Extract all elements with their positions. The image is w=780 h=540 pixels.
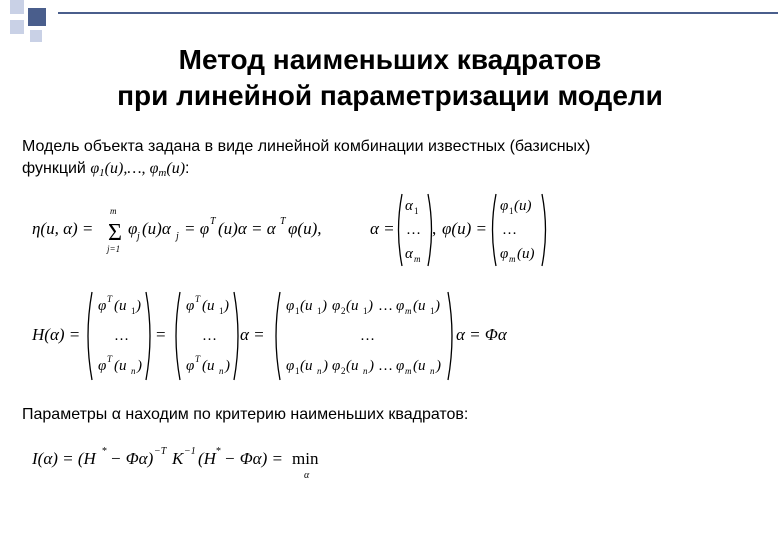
phi-arg-1: (u),…, bbox=[104, 160, 150, 177]
svg-text:m: m bbox=[509, 254, 516, 264]
title-line-2: при линейной параметризации модели bbox=[117, 80, 663, 111]
decor-square-1 bbox=[10, 0, 24, 14]
svg-text:2: 2 bbox=[341, 306, 346, 316]
svg-text:α: α bbox=[304, 470, 310, 481]
intro-colon: : bbox=[185, 160, 190, 177]
svg-text:): ) bbox=[436, 358, 441, 374]
svg-text:): ) bbox=[323, 358, 328, 374]
svg-text:1: 1 bbox=[509, 206, 514, 216]
svg-text:1: 1 bbox=[430, 306, 435, 316]
svg-text:): ) bbox=[225, 358, 230, 374]
svg-text:(u: (u bbox=[202, 298, 215, 314]
phi-arg-m: (u) bbox=[166, 160, 186, 177]
svg-text:(u: (u bbox=[114, 298, 127, 314]
svg-text:1: 1 bbox=[363, 306, 368, 316]
svg-text:α =: α = bbox=[240, 325, 265, 344]
formula-criterion bbox=[30, 440, 550, 490]
svg-text:m: m bbox=[414, 254, 421, 264]
svg-text:m: m bbox=[405, 306, 412, 316]
svg-text:(u: (u bbox=[413, 298, 426, 314]
svg-text:α =: α = bbox=[370, 219, 395, 238]
svg-text:): ) bbox=[369, 358, 374, 374]
svg-text:(u: (u bbox=[346, 298, 359, 314]
svg-text:n: n bbox=[430, 366, 435, 376]
decor-square-2 bbox=[28, 8, 46, 26]
svg-text:φ(u),: φ(u), bbox=[288, 219, 322, 238]
svg-text:(u: (u bbox=[300, 358, 313, 374]
svg-text:…: … bbox=[502, 222, 517, 238]
svg-text:…: … bbox=[360, 328, 375, 344]
svg-text:(u)α = α: (u)α = α bbox=[218, 219, 276, 238]
svg-text:φ: φ bbox=[396, 358, 405, 374]
decor-rule bbox=[58, 12, 778, 14]
intro-line-2-prefix: функций bbox=[22, 160, 91, 177]
svg-text:φ: φ bbox=[186, 358, 195, 374]
svg-text:T: T bbox=[280, 216, 286, 227]
svg-text:): ) bbox=[137, 358, 142, 374]
svg-text:η(u, α) =: η(u, α) = bbox=[32, 219, 94, 238]
svg-text:*: * bbox=[102, 446, 107, 457]
svg-text:n: n bbox=[317, 366, 322, 376]
svg-text:…: … bbox=[114, 328, 129, 344]
svg-text:H(α) =: H(α) = bbox=[32, 325, 81, 344]
svg-text:…: … bbox=[378, 298, 393, 314]
svg-text:−1: −1 bbox=[184, 446, 196, 457]
svg-text:φ: φ bbox=[286, 298, 295, 314]
svg-text:(u: (u bbox=[202, 358, 215, 374]
svg-text:T: T bbox=[107, 354, 113, 364]
svg-text:): ) bbox=[368, 298, 373, 314]
svg-text:K: K bbox=[172, 449, 184, 468]
svg-text:(u): (u) bbox=[514, 198, 532, 214]
svg-text:(u: (u bbox=[300, 298, 313, 314]
svg-text:= φ: = φ bbox=[184, 219, 210, 238]
svg-text:(u: (u bbox=[114, 358, 127, 374]
svg-text:1: 1 bbox=[295, 366, 300, 376]
svg-text:min: min bbox=[292, 449, 319, 468]
svg-text:j: j bbox=[176, 231, 179, 242]
svg-text:j: j bbox=[137, 231, 140, 242]
svg-text:(u)α: (u)α bbox=[142, 219, 171, 238]
svg-text:φ: φ bbox=[98, 358, 107, 374]
svg-text:α: α bbox=[405, 246, 413, 262]
svg-text:φ: φ bbox=[500, 246, 509, 262]
svg-text:): ) bbox=[224, 298, 229, 314]
svg-text:=: = bbox=[156, 325, 166, 344]
phi-symbol-m: φ bbox=[149, 160, 159, 177]
svg-text:*: * bbox=[216, 446, 221, 457]
svg-text:1: 1 bbox=[414, 206, 419, 216]
svg-text:φ: φ bbox=[186, 298, 195, 314]
params-text: Параметры α находим по критерию наименьших квадратов: bbox=[22, 406, 469, 423]
svg-text:n: n bbox=[363, 366, 368, 376]
svg-text:I(α) = (H: I(α) = (H bbox=[32, 449, 96, 468]
phi-sub-m: m bbox=[158, 167, 167, 179]
svg-text:…: … bbox=[378, 358, 393, 374]
svg-text:1: 1 bbox=[317, 306, 322, 316]
svg-text:n: n bbox=[131, 366, 136, 376]
svg-text:φ: φ bbox=[396, 298, 405, 314]
svg-text:): ) bbox=[322, 298, 327, 314]
svg-text:1: 1 bbox=[219, 306, 224, 316]
intro-paragraph bbox=[22, 136, 762, 184]
svg-text:φ(u) =: φ(u) = bbox=[442, 219, 487, 238]
svg-text:(u): (u) bbox=[517, 246, 535, 262]
intro-line-1: Модель объекта задана в виде линейной комбинации известных (базисных) bbox=[22, 138, 591, 155]
svg-text:m: m bbox=[110, 206, 117, 216]
slide-title bbox=[0, 42, 780, 114]
decor-square-3 bbox=[10, 20, 24, 34]
decor-square-4 bbox=[30, 30, 42, 42]
svg-text:T: T bbox=[210, 216, 216, 227]
phi-symbol: φ bbox=[90, 160, 100, 177]
title-line-1: Метод наименьших квадратов bbox=[178, 44, 602, 75]
formula-H bbox=[30, 288, 770, 384]
svg-text:…: … bbox=[202, 328, 217, 344]
svg-text:φ: φ bbox=[332, 358, 341, 374]
svg-text:− Φα): − Φα) bbox=[110, 449, 154, 468]
svg-text:2: 2 bbox=[341, 366, 346, 376]
svg-text:φ: φ bbox=[98, 298, 107, 314]
svg-text:− Φα) =: − Φα) = bbox=[224, 449, 283, 468]
svg-text:T: T bbox=[195, 294, 201, 304]
svg-text:−T: −T bbox=[154, 446, 167, 457]
svg-text:1: 1 bbox=[131, 306, 136, 316]
svg-text:m: m bbox=[405, 366, 412, 376]
svg-text:1: 1 bbox=[295, 306, 300, 316]
svg-text:T: T bbox=[195, 354, 201, 364]
formula-eta bbox=[30, 190, 770, 270]
svg-text:,: , bbox=[432, 219, 437, 238]
svg-text:α: α bbox=[405, 198, 413, 214]
phi-sub-1: 1 bbox=[99, 167, 105, 179]
svg-text:φ: φ bbox=[332, 298, 341, 314]
svg-text:(H: (H bbox=[198, 449, 216, 468]
svg-text:Σ: Σ bbox=[108, 220, 122, 246]
svg-text:φ: φ bbox=[286, 358, 295, 374]
svg-text:…: … bbox=[406, 222, 421, 238]
svg-text:φ: φ bbox=[128, 219, 138, 238]
svg-text:(u: (u bbox=[346, 358, 359, 374]
svg-text:j=1: j=1 bbox=[107, 244, 121, 254]
svg-text:): ) bbox=[435, 298, 440, 314]
svg-text:(u: (u bbox=[413, 358, 426, 374]
svg-text:): ) bbox=[136, 298, 141, 314]
svg-text:T: T bbox=[107, 294, 113, 304]
svg-text:φ: φ bbox=[500, 198, 509, 214]
svg-text:n: n bbox=[219, 366, 224, 376]
svg-text:α = Φα: α = Φα bbox=[456, 325, 507, 344]
